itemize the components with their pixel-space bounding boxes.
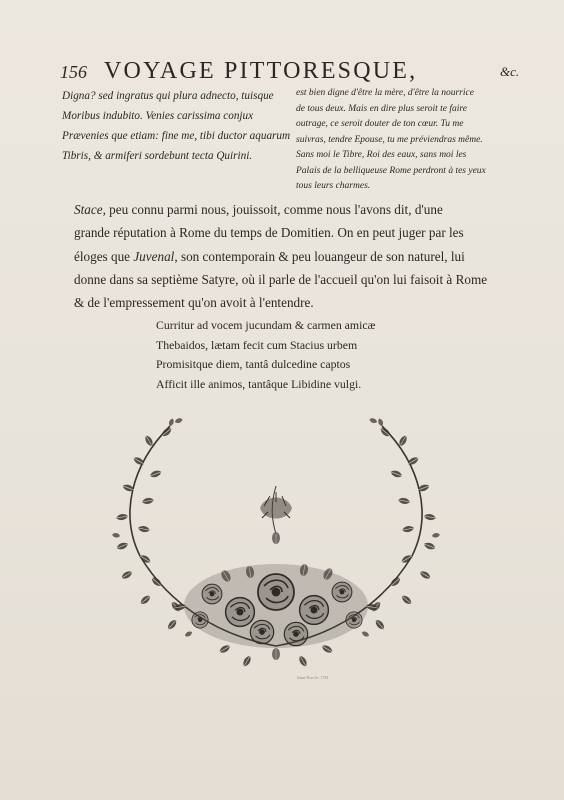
paragraph-text: , peu connu parmi nous, jouissoit, comme nous l'avons dit, d'une [102,202,443,217]
translation-line: de tous deux. Mais en dire plus seroit te faire [296,103,467,114]
french-translation-column [296,86,514,195]
verse-quotation [156,316,476,394]
translation-line: suivras, tendre Epouse, tu me préviendras même. [296,134,483,145]
translation-line: Sans moi le Tibre, Roi des eaux, sans moi les [296,150,467,160]
page-number: 156 [60,62,87,82]
body-paragraph [74,198,516,314]
latin-line: Moribus indubito. Venies carissima conjux [62,110,254,122]
running-title-suffix: &c. [500,64,520,79]
verse-line: Thebaidos, lætam fecit cum Stacius urbem [156,337,358,352]
translation-line: tous leurs charmes. [296,181,371,191]
translation-line: outrage, ce seroit douter de ton cœur. Tu me [296,119,464,129]
paragraph-line: donne dans sa septième Satyre, où il parle de l'accueil qu'on lui faisoit à Rome [74,271,488,287]
translation-line: Palais de la belliqueuse Rome perdront à tes yeux [296,165,486,176]
paragraph-line: grande réputation à Rome du temps de Domitien. On en peut juger par les [74,225,464,241]
author-name-juvenal: Juvenal [133,248,175,264]
central-hanging-flower [260,486,292,544]
translation-line: est bien digne d'être la mère, d'être la nourrice [296,88,474,98]
paragraph-line [74,198,516,221]
latin-line: Prævenies que etiam: fine me, tibi ductor aquarum [62,130,291,142]
latin-line: Digna? sed ingratus qui plura adnecto, tuisque [62,90,274,102]
verse-line: Afficit ille animos, tantâque Libidine vulgi. [156,376,362,391]
paragraph-line: & de l'empressement qu'on avoit à l'entendre. [74,295,314,311]
engraver-signature: Saint-Non Sc. 1781 [297,675,329,680]
paragraph-text: , son contemporain & peu louangeur de son naturel, lui [174,248,465,264]
flower-bouquet [174,563,379,667]
running-title: VOYAGE PITTORESQUE, [104,58,418,84]
running-header [60,58,520,84]
verse-line: Curritur ad vocem jucundam & carmen amicæ [156,318,376,332]
floral-wreath-vignette [100,406,452,706]
latin-quote-column [62,86,292,166]
paragraph-line [74,245,516,268]
latin-line: Tibris, & armiferi sordebunt tecta Quirini. [62,150,253,162]
author-name-stace: Stace [74,202,103,217]
paragraph-text: éloges que [74,248,131,264]
verse-line: Promisitque diem, tantâ dulcedine captos [156,357,351,371]
